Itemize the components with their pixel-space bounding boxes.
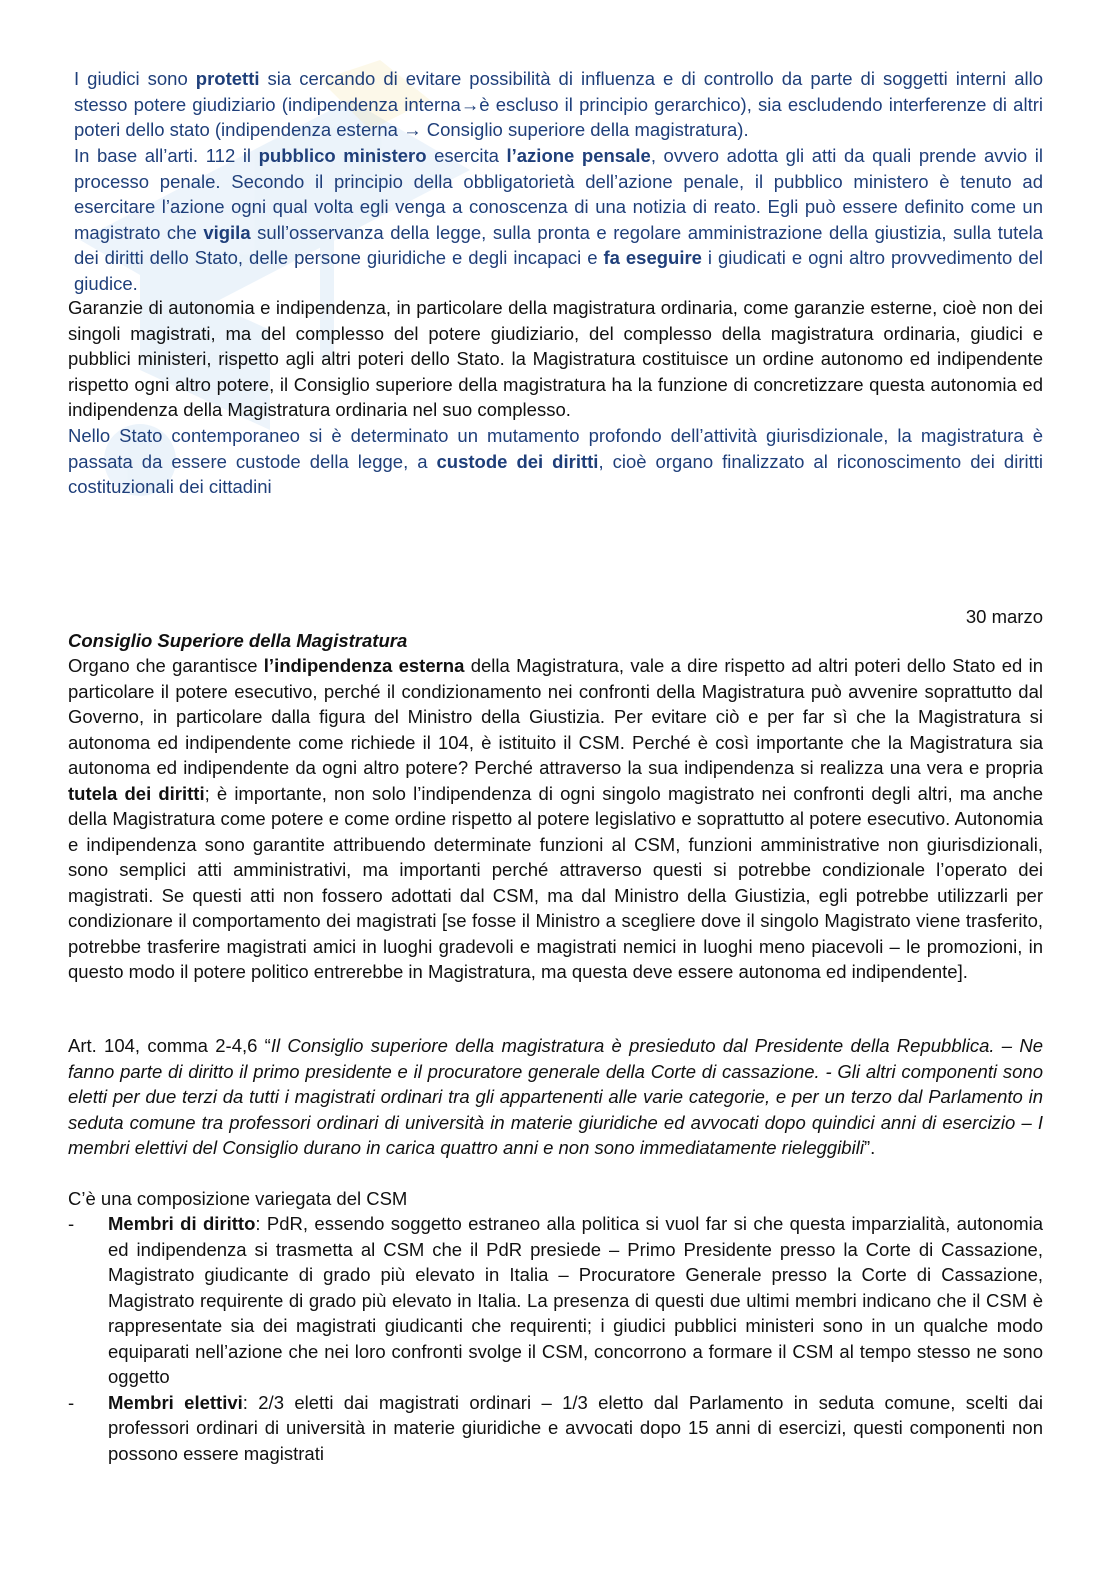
paragraph-csm-organo: Organo che garantisce l’indipendenza esterna della Magistratura, vale a dire rispetto ad altri poteri dello Stato ed in particolare il potere esecutivo, perché il condizionamento nei confronti della Magistratura può avvenire soprattutto dal Governo, in particolare dalla figura del Ministro della Giustizia. Per evitare ciò e per far sì che la Magistratura si autonoma ed indipendente come richiede il 104, è istituito il CSM. Perché è così importante che la Magistratura sia autonoma ed indipendente da ogni altro potere? Perché attraverso la sua indipendenza si realizza una vera e propria tutela dei diritti; è importante, non solo l’indipendenza di ogni singolo magistrato nei confronti degli altri, ma anche della Magistratura come potere e come ordine rispetto al potere legislativo e soprattutto al potere esecutivo. Autonomia e indipendenza sono garantite attribuendo determinate funzioni al CSM, funzioni amministrative non giurisdizionali, sono semplici atti amministrativi, ma importanti perché attraverso questi si potrebbe condizionale l’operato dei magistrati. Se questi atti non fossero adottati dal CSM, ma dal Ministro della Giustizia, egli potrebbe utilizzarli per condizionare il comportamento dei magistrati [se fosse il Ministro a scegliere dove il singolo Magistrato viene trasferito, potrebbe trasferire magistrati amici in luoghi gradevoli e magistrati nemici in luoghi meno piacevoli – le promozioni, in questo modo il potere politico entrerebbe in Magistratura, ma questa deve essere autonoma ed indipendente]. [68,655,1044,982]
list-item: - Membri elettivi: 2/3 eletti dai magistrati ordinari – 1/3 eletto dal Parlamento in seduta comune, scelti dai professori ordinari di università in materie giuridiche e avvocati dopo 15 anni di esercizi, questi componenti non possono essere magistrati [68,1391,1043,1464]
date-label: 30 marzo [965,606,1043,627]
paragraph-composizione: C’è una composizione variegata del CSM [68,1188,408,1209]
paragraph-stato-contemporaneo: Nello Stato contemporaneo si è determinato un mutamento profondo dell’attività giurisdizionale, la magistratura è passata da essere custode della legge, a custode dei diritti, cioè organo finalizzato al riconoscimento dei diritti costituzionali dei cittadini [68,425,1043,497]
paragraph-art-104: Art. 104, comma 2-4,6 “Il Consiglio superiore della magistratura è presieduto dal Presidente della Repubblica. – Ne fanno parte di diritto il primo presidente e il procuratore generale della Corte di cassazione. - Gli altri componenti sono eletti per due terzi da tutti i magistrati ordinari tra gli appartenenti alle varie categorie, e per un terzo dal Parlamento in seduta comune tra professori ordinari di università in materie giuridiche ed avvocati dopo quindici anni di esercizio – I membri elettivi del Consiglio durano in carica quattro anni e non sono immediatamente rieleggibili”. [68,1035,1043,1158]
intro-paragraph-judges: I giudici sono protetti sia cercando di evitare possibilità di influenza e di controllo da parte di soggetti interni allo stesso potere giudiziario (indipendenza interna→è escluso il principio gerarchico), sia escludendo interferenze di altri poteri dello stato (indipendenza esterna → Consiglio superiore della magistratura). [74,68,1043,140]
members-list [68,1211,1043,1466]
paragraph-pubblico-ministero: In base all’arti. 112 il pubblico ministero esercita l’azione pensale, ovvero adotta gli atti da quali prende avvio il processo penale. Secondo il principio della obbligatorietà dell’azione penale, il pubblico ministero è tenuto ad esercitare l’azione ogni qual volta egli venga a conoscenza di una notizia di reato. Egli può essere definito come un magistrato che vigila sull’osservanza della legge, sulla pronta e regolare amministrazione della giustizia, sulla tutela dei diritti dello Stato, delle persone giuridiche e degli incapaci e fa eseguire i giudicati e ogni altro provvedimento del giudice. [74,145,1043,294]
section-title: Consiglio Superiore della Magistratura [68,630,408,651]
list-item: - Membri di diritto: PdR, essendo soggetto estraneo alla politica si vuol far si che questa imparzialità, autonomia ed indipendenza si trasmetta al CSM che il PdR presiede – Primo Presidente presso la Corte di Cassazione, Magistrato giudicante di grado più elevato in Italia – Procuratore Generale presso la Corte di Cassazione, Magistrato requirente di grado più elevato in Italia. La presenza di questi due ultimi membri indicano che il CSM è rappresentate sia dei magistrati giudicanti che requirenti; i giudici pubblici ministeri sono in un qualche modo equiparati nell’azione che nei loro confronti svolge il CSM, concorrono a formare il CSM al tempo stesso ne sono oggetto [68,1213,1044,1387]
paragraph-garanzie: Garanzie di autonomia e indipendenza, in particolare della magistratura ordinaria, come garanzie esterne, cioè non dei singoli magistrati, ma del complesso del potere giudiziario, del complesso della magistratura ordinaria, giudici e pubblici ministeri, rispetto agli altri poteri dello Stato. la Magistratura costituisce un ordine autonomo ed indipendente rispetto ogni altro potere, il Consiglio superiore della magistratura ha la funzione di concretizzare questa autonomia ed indipendenza della Magistratura ordinaria nel suo complesso. [68,297,1043,420]
